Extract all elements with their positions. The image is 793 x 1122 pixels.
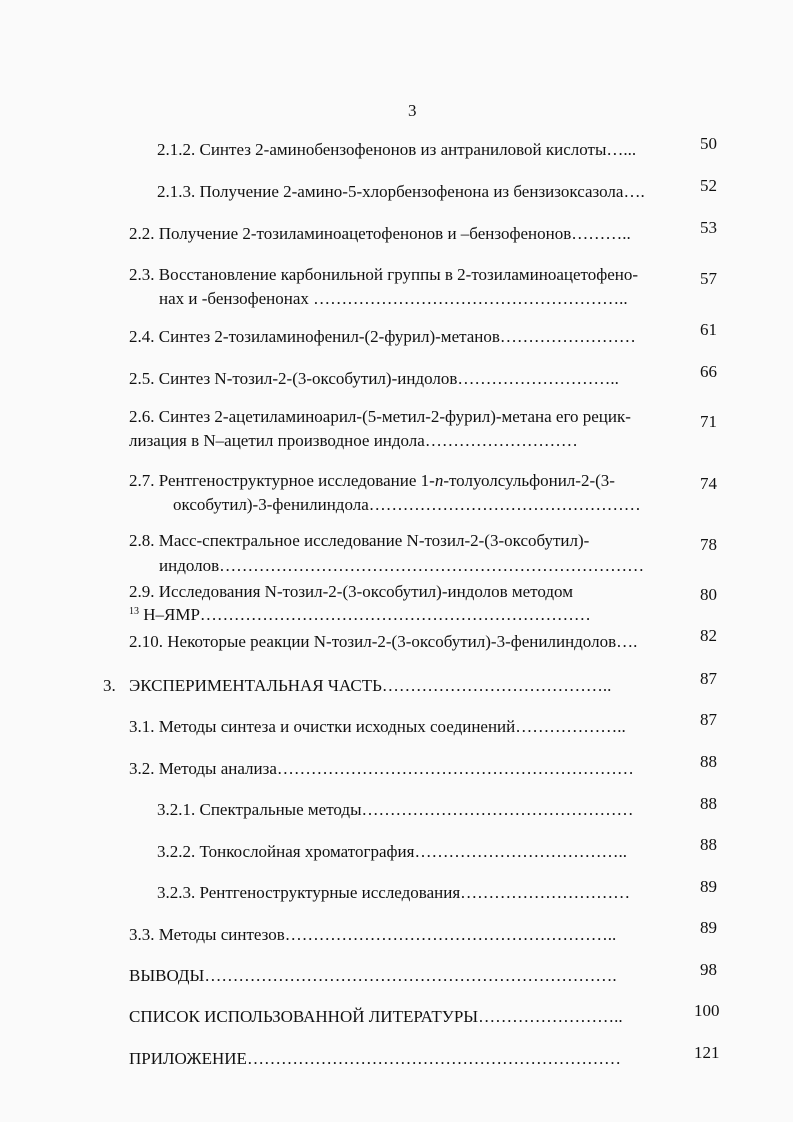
toc-entry-3: ЭКСПЕРИМЕНТАЛЬНАЯ ЧАСТЬ…………………………………..: [129, 676, 612, 695]
toc-page-2-3: 57: [700, 269, 717, 288]
toc-entry-3-2: 3.2. Методы анализа………………………………………………………: [129, 759, 634, 778]
toc-page-2-6: 71: [700, 412, 717, 431]
toc-entry-2-8-line2: индолов…………………………………………………………………: [159, 556, 645, 575]
toc-page-3-1: 87: [700, 710, 717, 729]
toc-entry-2-9-line1: 2.9. Исследования N-тозил-2-(3-оксобутил)-индолов методом: [129, 582, 573, 601]
toc-entry-2-1-3: 2.1.3. Получение 2-амино-5-хлорбензофенона из бензизоксазола….: [157, 182, 645, 201]
toc-page-2-8: 78: [700, 535, 717, 554]
toc-entry-2-2: 2.2. Получение 2-тозиламиноацетофенонов и –бензофенонов………..: [129, 224, 631, 243]
toc-page-appendix: 121: [694, 1043, 720, 1062]
toc-entry-appendix: ПРИЛОЖЕНИЕ…………………………………………………………: [129, 1049, 621, 1068]
toc-page-conclusions: 98: [700, 960, 717, 979]
toc-page-2-2: 53: [700, 218, 717, 237]
toc-entry-2-3-line2: нах и -бензофенонах ………………………………………………..: [159, 289, 628, 308]
toc-entry-2-6-line2: лизация в N–ацетил производное индола………………………: [129, 431, 578, 450]
toc-entry-2-6-line1: 2.6. Синтез 2-ацетиламиноарил-(5-метил-2-фурил)-метана его рецик-: [129, 407, 631, 426]
toc-page-3-3: 89: [700, 918, 717, 937]
toc-page-2-5: 66: [700, 362, 717, 381]
toc-entry-3-2-3: 3.2.3. Рентгеноструктурные исследования…………………………: [157, 883, 631, 902]
page-number: 3: [408, 101, 417, 120]
toc-entry-2-7-line2: оксобутил)-3-фенилиндола…………………………………………: [173, 495, 641, 514]
toc-entry-2-5: 2.5. Синтез N-тозил-2-(3-оксобутил)-индолов………………………..: [129, 369, 619, 388]
toc-entry-2-9-line2-text: Н–ЯМР……………………………………………………………: [139, 605, 591, 624]
toc-entry-2-9-line2: [129, 604, 591, 626]
toc-entry-3-2-2: 3.2.2. Тонкослойная хроматография………………………………..: [157, 842, 627, 861]
toc-page-3-2-2: 88: [700, 835, 717, 854]
toc-entry-2-7-text-a: 2.7. Рентгеноструктурное исследование 1-: [129, 471, 435, 490]
toc-page-2-9: 80: [700, 585, 717, 604]
toc-page-2-10: 82: [700, 626, 717, 645]
toc-entry-3-2-1: 3.2.1. Спектральные методы…………………………………………: [157, 800, 634, 819]
toc-entry-2-8-line1: 2.8. Масс-спектральное исследование N-тозил-2-(3-оксобутил)-: [129, 531, 590, 550]
toc-entry-2-1-2: 2.1.2. Синтез 2-аминобензофенонов из антраниловой кислоты…...: [157, 140, 637, 159]
toc-page-2-7: 74: [700, 474, 717, 493]
toc-entry-3-3: 3.3. Методы синтезов…………………………………………………..: [129, 925, 617, 944]
toc-chapter-number-3: 3.: [103, 676, 116, 695]
toc-page-3-2-1: 88: [700, 794, 717, 813]
toc-entry-2-4: 2.4. Синтез 2-тозиламинофенил-(2-фурил)-метанов……………………: [129, 327, 636, 346]
toc-page-2-4: 61: [700, 320, 717, 339]
toc-entry-2-9-superscript: 13: [129, 606, 139, 617]
toc-entry-conclusions: ВЫВОДЫ……………………………………………………………….: [129, 966, 617, 985]
toc-entry-2-10: 2.10. Некоторые реакции N-тозил-2-(3-оксобутил)-3-фенилиндолов….: [129, 632, 638, 651]
toc-entry-3-1: 3.1. Методы синтеза и очистки исходных соединений………………..: [129, 717, 626, 736]
toc-page-3-2-3: 89: [700, 877, 717, 896]
toc-entry-2-7-italic: п: [434, 471, 444, 490]
toc-page-3-2: 88: [700, 752, 717, 771]
toc-page-2-1-3: 52: [700, 176, 717, 195]
toc-page-3: 87: [700, 669, 717, 688]
toc-entry-2-7-text-b: -толуолсульфонил-2-(3-: [443, 471, 615, 490]
toc-entry-references: СПИСОК ИСПОЛЬЗОВАННОЙ ЛИТЕРАТУРЫ……………………..: [129, 1007, 623, 1026]
toc-entry-2-7-line1: [129, 470, 615, 492]
toc-entry-2-3-line1: 2.3. Восстановление карбонильной группы в 2-тозиламиноацетофено-: [129, 265, 639, 284]
toc-page-references: 100: [694, 1001, 720, 1020]
toc-page-2-1-2: 50: [700, 134, 717, 153]
